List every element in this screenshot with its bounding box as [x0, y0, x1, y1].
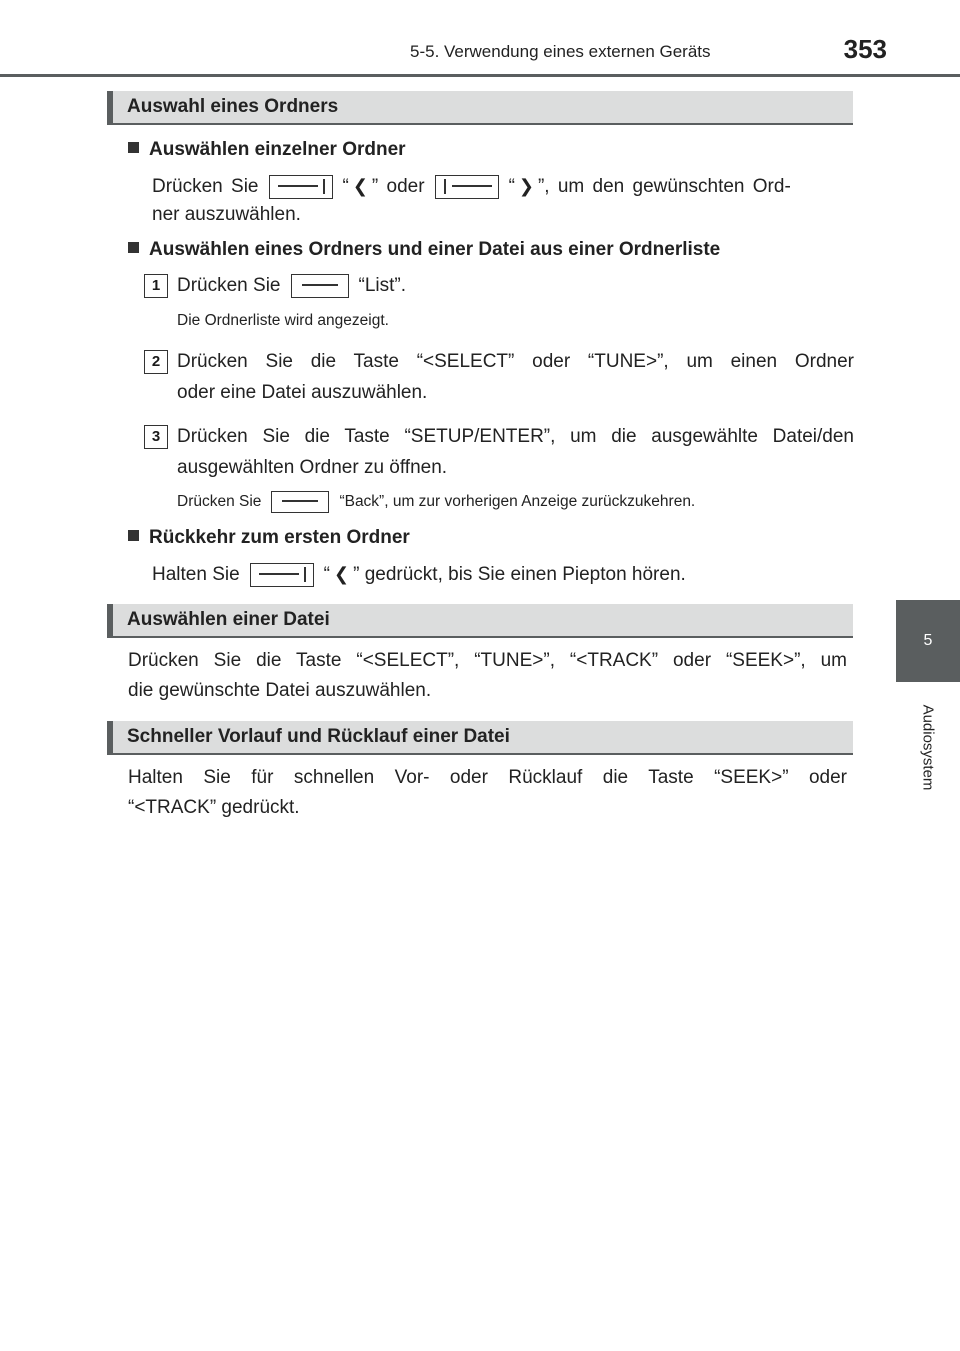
chevron-left-icon: ❮ [352, 176, 368, 196]
text: “ [342, 176, 349, 197]
step-number-2: 2 [144, 350, 168, 374]
text: “List”. [358, 275, 406, 296]
step-2-text-line2: oder eine Datei auszuwählen. [177, 382, 428, 403]
chapter-tab [896, 600, 960, 682]
paragraph-return [152, 558, 686, 591]
steering-switch-icon [291, 274, 349, 298]
subheading-return-first-folder [128, 527, 410, 549]
paragraph-file-line2: die gewünschte Datei auszuwählen. [128, 680, 432, 701]
step-1-text [177, 270, 406, 302]
square-bullet-icon [128, 530, 139, 541]
page-number: 353 [843, 34, 887, 64]
paragraph-single-folder-2: ner auszuwählen. [152, 204, 301, 225]
paragraph-file-line1: Drücken Sie die Taste “<SELECT”, “TUNE>”, “<TRACK” oder “SEEK>”, um [128, 650, 847, 671]
text: Drücken Sie [152, 176, 259, 197]
section-heading-fast: Schneller Vorlauf und Rücklauf einer Datei [107, 721, 853, 755]
text: Drücken Sie [177, 493, 262, 511]
section-heading-file: Auswählen einer Datei [107, 604, 853, 638]
step-3-text-line2: ausgewählten Ordner zu öffnen. [177, 457, 448, 478]
section-heading-folder: Auswahl eines Ordners [107, 91, 853, 125]
paragraph-fast-line1: Halten Sie für schnellen Vor- oder Rücklauf die Taste “SEEK>” oder [128, 767, 847, 788]
subheading-text: Auswählen einzelner Ordner [149, 139, 406, 160]
subheading-single-folder [128, 139, 406, 161]
text: Halten Sie [152, 564, 240, 585]
text: ” gedrückt, bis Sie einen Piepton hören. [353, 564, 686, 585]
chapter-tab-label-text: Audiosystem [919, 704, 937, 790]
steering-switch-icon [269, 175, 333, 199]
back-note [177, 491, 695, 513]
square-bullet-icon [128, 242, 139, 253]
chapter-tab-label [896, 682, 960, 812]
chapter-section-title: 5-5. Verwendung eines externen Geräts [410, 42, 711, 61]
steering-switch-icon [250, 563, 314, 587]
text: ” oder [371, 176, 425, 197]
subheading-text: Rückkehr zum ersten Ordner [149, 527, 410, 548]
step-3-text-line1: Drücken Sie die Taste “SETUP/ENTER”, um die ausgewählte Datei/den [177, 426, 854, 447]
text: “ [508, 176, 515, 197]
chevron-right-icon: ❯ [518, 176, 534, 196]
text: “ [323, 564, 330, 585]
chevron-left-icon: ❮ [334, 564, 350, 584]
step-2-text-line1: Drücken Sie die Taste “<SELECT” oder “TUNE>”, um einen Ordner [177, 351, 854, 372]
step-number-3: 3 [144, 425, 168, 449]
paragraph-fast-line2: “<TRACK” gedrückt. [128, 797, 300, 818]
text: ”, um den gewünschten Ord- [537, 176, 791, 197]
subheading-text: Auswählen eines Ordners und einer Datei aus einer Ordnerliste [149, 239, 721, 260]
header-rule [0, 74, 960, 77]
text: Drücken Sie [177, 275, 281, 296]
steering-switch-icon [435, 175, 499, 199]
step-number-1: 1 [144, 274, 168, 298]
steering-switch-icon [271, 491, 329, 513]
chapter-tab-number: 5 [923, 632, 933, 649]
text: “Back”, um zur vorherigen Anzeige zurückzukehren. [339, 493, 696, 511]
square-bullet-icon [128, 142, 139, 153]
subheading-folder-list [128, 239, 720, 261]
step-1-note: Die Ordnerliste wird angezeigt. [177, 312, 389, 329]
